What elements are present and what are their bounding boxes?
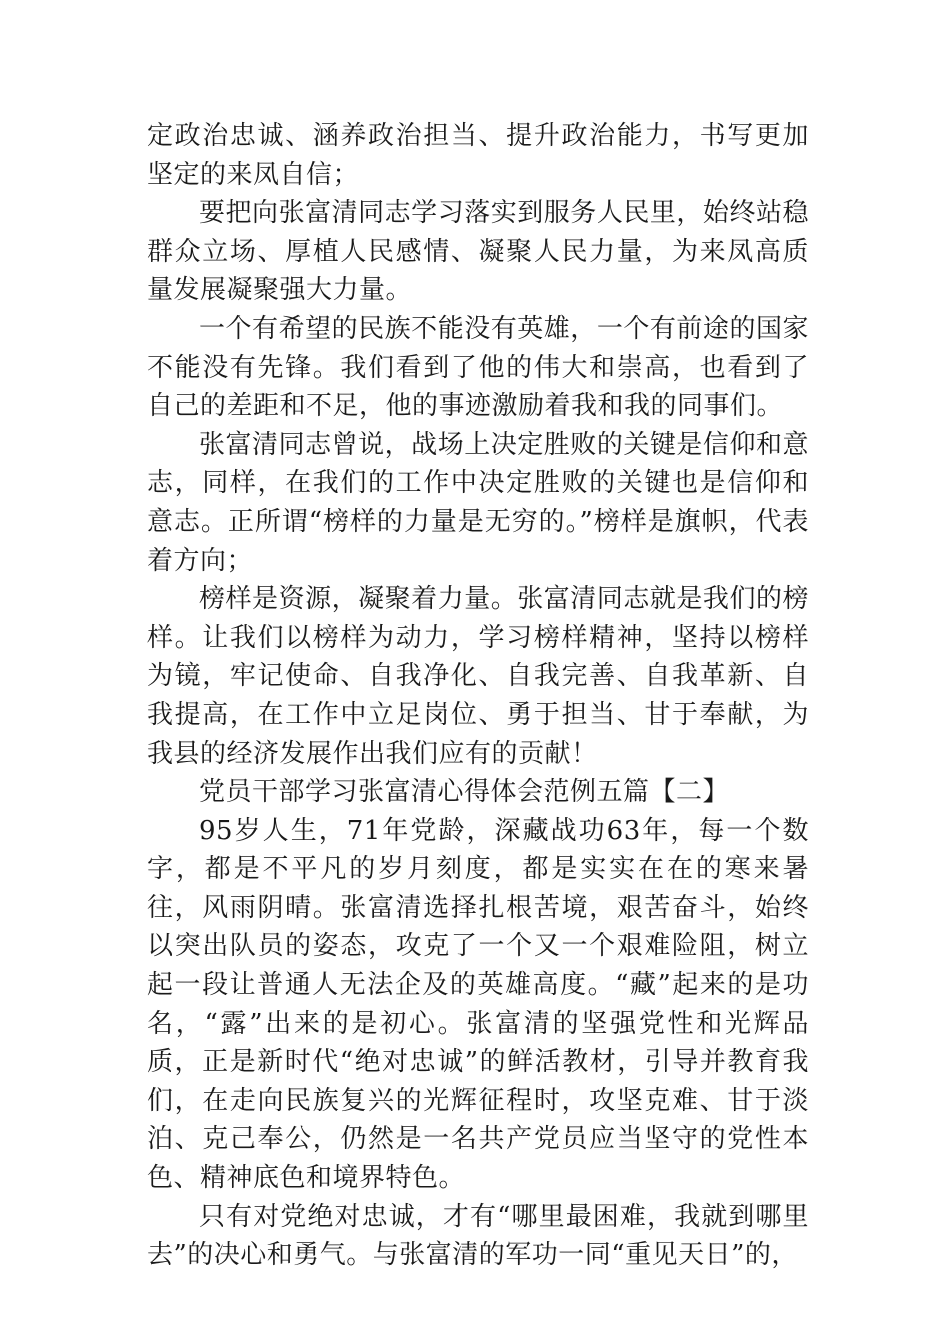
paragraph-hero-nation: 一个有希望的民族不能没有英雄，一个有前途的国家不能没有先锋。我们看到了他的伟大和崇高，也看到了自己的差距和不足，他的事迹激励着我和我的同事们。 xyxy=(147,313,809,422)
paragraph-faith-will: 张富清同志曾说，战场上决定胜败的关键是信仰和意志，同样，在我们的工作中决定胜败的关键也是信仰和意志。正所谓“榜样的力量是无穷的。”榜样是旗帜，代表着方向； xyxy=(147,429,809,576)
paragraph-serve-people: 要把向张富清同志学习落实到服务人民里，始终站稳群众立场、厚植人民感情、凝聚人民力量，为来凤高质量发展凝聚强大力量。 xyxy=(147,198,809,306)
section-heading: 党员干部学习张富清心得体会范例五篇【二】 xyxy=(199,777,730,808)
paragraph-role-model: 榜样是资源，凝聚着力量。张富清同志就是我们的榜样。让我们以榜样为动力，学习榜样精神，坚持以榜样为镜，牢记使命、自我净化、自我完善、自我革新、自我提高，在工作中立足岗位、勇于担当、甘于奉献，为我县的经济发展作出我们应有的贡献！ xyxy=(147,584,809,769)
paragraph-loyalty: 只有对党绝对忠诚，才有“哪里最困难，我就到哪里去”的决心和勇气。与张富清的军功一同“重见天日”的， xyxy=(147,1201,809,1271)
paragraph-continuation: 定政治忠诚、涵养政治担当、提升政治能力，书写更加坚定的来凤自信； xyxy=(147,121,809,190)
document-body xyxy=(147,117,809,1275)
paragraph-life-numbers: 95岁人生，71年党龄，深藏战功63年，每一个数字，都是不平凡的岁月刻度，都是实实在在的寒来暑往，风雨阴晴。张富清选择扎根苦境，艰苦奋斗，始终以突出队员的姿态，攻克了一个又一个艰难险阻，树立起一段让普通人无法企及的英雄高度。“藏”起来的是功名，“露”出来的是初心。张富清的坚强党性和光辉品质，正是新时代“绝对忠诚”的鲜活教材，引导并教育我们，在走向民族复兴的光辉征程时，攻坚克难、甘于淡泊、克己奉公，仍然是一名共产党员应当坚守的党性本色、精神底色和境界特色。 xyxy=(147,815,809,1194)
